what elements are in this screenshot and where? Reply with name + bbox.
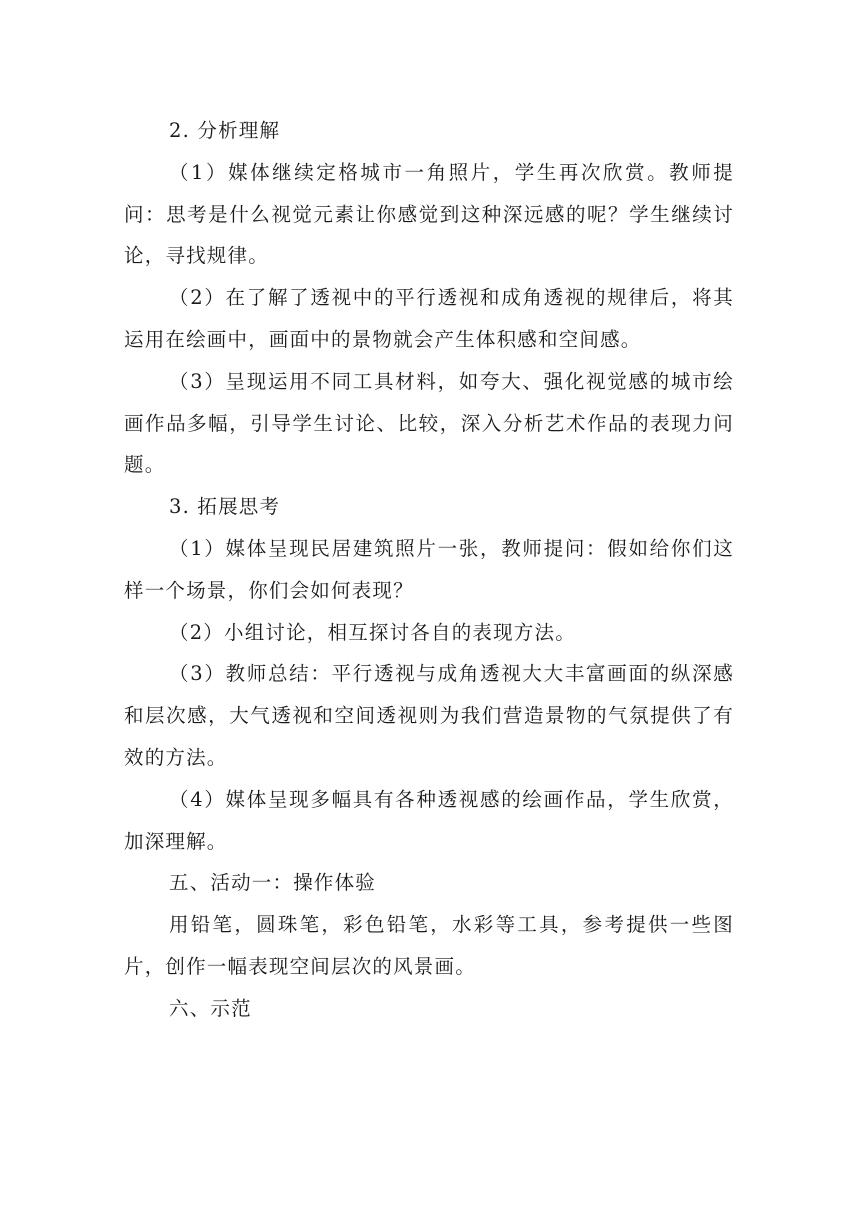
paragraph: （2）小组讨论，相互探讨各自的表现方法。 (169, 620, 576, 644)
section-heading-extension: 3. 拓展思考 (169, 495, 281, 519)
paragraph: （3）呈现运用不同工具材料，如夸大、强化视觉感的城市绘画作品多幅，引导学生讨论、比较，深入分析艺术作品的表现力问题。 (124, 369, 734, 477)
section-heading-demo: 六、示范 (169, 996, 252, 1020)
document-body (124, 110, 734, 1030)
section-heading-analysis: 2. 分析理解 (169, 119, 281, 142)
paragraph: 用铅笔，圆珠笔，彩色铅笔，水彩等工具，参考提供一些图片，创作一幅表现空间层次的风景画。 (124, 913, 734, 978)
paragraph: （1）媒体继续定格城市一角照片，学生再次欣赏。教师提问：思考是什么视觉元素让你感觉到这种深远感的呢？学生继续讨论，寻找规律。 (124, 160, 734, 268)
paragraph: （4）媒体呈现多幅具有各种透视感的绘画作品，学生欣赏，加深理解。 (124, 787, 734, 853)
paragraph: （3）教师总结：平行透视与成角透视大大丰富画面的纵深感和层次感，大气透视和空间透视则为我们营造景物的气氛提供了有效的方法。 (124, 662, 734, 769)
section-heading-activity: 五、活动一：操作体验 (169, 871, 377, 895)
paragraph: （2）在了解了透视中的平行透视和成角透视的规律后，将其运用在绘画中，画面中的景物就会产生体积感和空间感。 (124, 286, 734, 351)
paragraph: （1）媒体呈现民居建筑照片一张，教师提问：假如给你们这样一个场景，你们会如何表现？ (124, 536, 734, 602)
